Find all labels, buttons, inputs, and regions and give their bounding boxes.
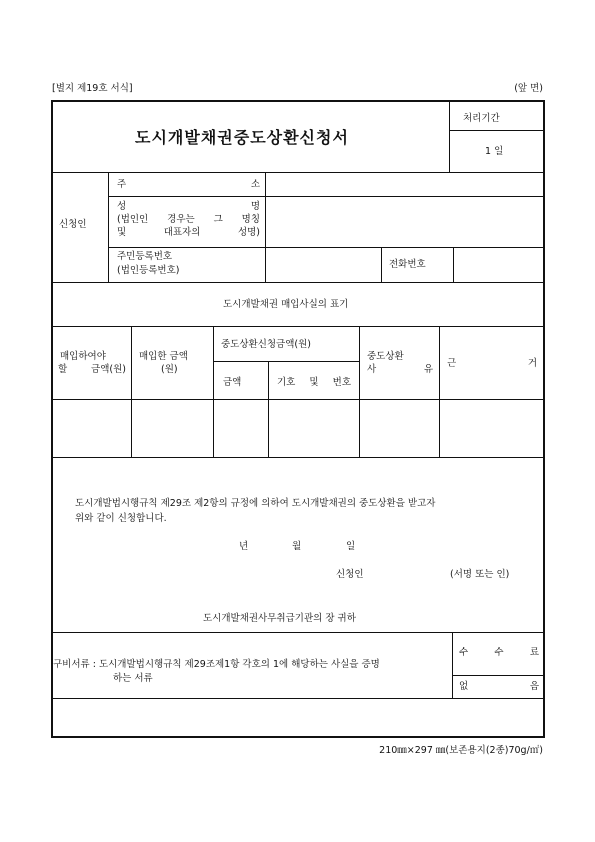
form-number: [별지 제19호 서식] — [52, 83, 133, 94]
name-note-line1: (법인인 경우는 그 명칭 — [117, 214, 260, 225]
divider — [453, 247, 454, 282]
divider — [452, 675, 545, 676]
page-side-label: (앞 면) — [514, 83, 543, 94]
reason-header-line1: 중도상환 — [367, 351, 404, 362]
basis-header: 근 거 — [447, 358, 537, 369]
bought-amount-header: 매입한 금액 — [139, 351, 188, 362]
fee-label: 수 수 료 — [459, 647, 539, 658]
bought-amount-unit: (원) — [161, 364, 178, 375]
divider — [108, 247, 545, 248]
applicant-section-label: 신청인 — [59, 219, 87, 230]
address-label: 주 소 — [117, 179, 260, 190]
divider — [439, 326, 440, 457]
divider — [131, 326, 132, 457]
corporate-registration-label: (법인등록번호) — [117, 265, 180, 276]
divider — [452, 632, 453, 698]
divider — [449, 130, 545, 131]
statement-line2: 위와 같이 신청합니다. — [75, 513, 167, 524]
name-label: 성 명 — [117, 201, 260, 212]
amount-subheader: 금액 — [223, 377, 242, 388]
date-day: 일 — [346, 541, 356, 552]
required-documents-line2: 하는 서류 — [113, 673, 153, 684]
divider — [53, 632, 545, 633]
processing-period-value: 1 일 — [485, 146, 504, 157]
divider — [53, 172, 545, 173]
resident-registration-label: 주민등록번호 — [117, 251, 173, 262]
divider — [265, 172, 266, 282]
divider — [53, 326, 545, 327]
name-note-line2: 및 대표자의 성명) — [117, 227, 260, 238]
must-buy-header-line1: 매입하여야 — [60, 351, 106, 362]
reason-header-line2: 사 유 — [367, 364, 433, 375]
applicant-signature-label: 신청인 — [336, 569, 364, 580]
divider — [381, 247, 382, 282]
paper-spec-footer: 210㎜×297 ㎜(보존용지(2종)70g/㎡) — [379, 745, 543, 756]
form-title: 도시개발채권중도상환신청서 — [135, 128, 349, 147]
divider — [359, 326, 360, 457]
request-amount-header: 중도상환신청금액(원) — [221, 339, 312, 350]
addressee: 도시개발채권사무취급기관의 장 귀하 — [203, 613, 356, 624]
divider — [53, 457, 545, 458]
divider — [108, 172, 109, 282]
divider — [53, 282, 545, 283]
required-documents-line1: 구비서류 : 도시개발법시행규칙 제29조제1항 각호의 1에 해당하는 사실을 증명 — [53, 659, 380, 670]
divider — [108, 196, 545, 197]
divider — [53, 399, 545, 400]
bond-section-title: 도시개발채권 매입사실의 표기 — [223, 299, 349, 310]
processing-period-label: 처리기간 — [463, 113, 500, 124]
phone-label: 전화번호 — [389, 259, 426, 270]
fee-value: 없 음 — [459, 681, 539, 692]
divider — [213, 326, 214, 457]
symbol-number-subheader: 기호 및 번호 — [277, 377, 351, 388]
divider — [213, 361, 360, 362]
divider — [268, 361, 269, 457]
statement-line1: 도시개발법시행규칙 제29조 제2항의 규정에 의하여 도시개발채권의 중도상환을 받고자 — [75, 498, 436, 509]
divider — [449, 102, 450, 172]
must-buy-header-line2: 할 금액(원) — [58, 364, 126, 375]
date-year: 년 — [239, 541, 249, 552]
date-month: 월 — [292, 541, 302, 552]
divider — [53, 698, 545, 699]
signature-placeholder: (서명 또는 인) — [450, 569, 510, 580]
form-frame — [51, 100, 545, 738]
